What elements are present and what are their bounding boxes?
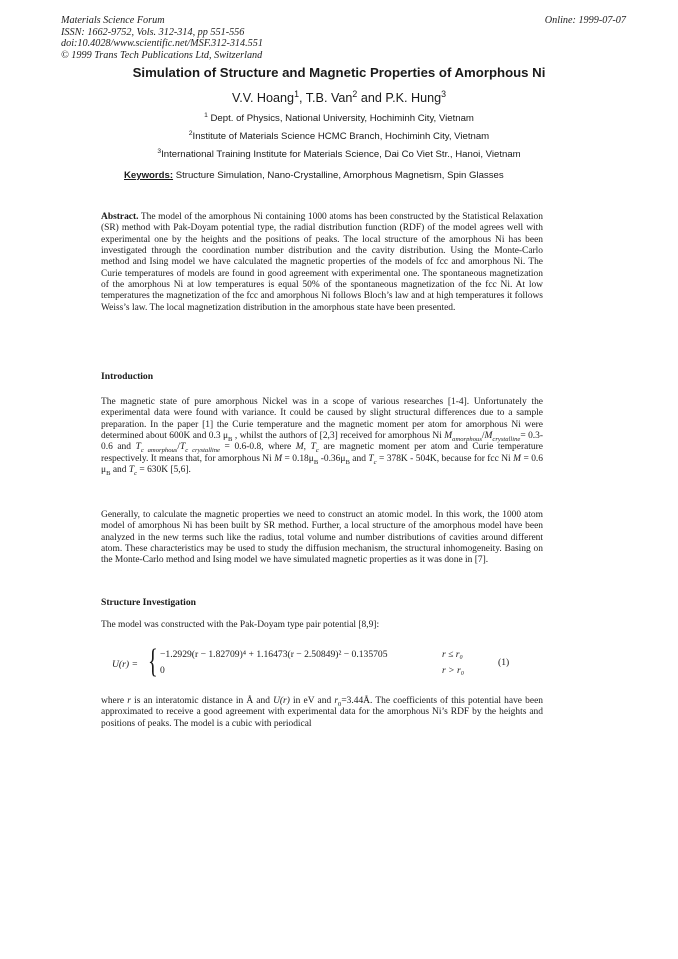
affiliation-number: 2	[188, 129, 193, 137]
structure-paragraph: The model was constructed with the Pak-Doyam type pair potential [8,9]:	[101, 620, 380, 630]
affiliation	[0, 113, 678, 124]
section-heading-structure: Structure Investigation	[101, 597, 196, 608]
author-separator: and	[357, 91, 386, 105]
keywords-label: Keywords:	[124, 170, 174, 181]
math-var: M	[444, 431, 453, 442]
journal-name: Materials Science Forum	[61, 15, 165, 26]
math-var: M	[295, 442, 304, 453]
equation-case-1: −1.2929(r − 1.82709)⁴ + 1.16473(r − 2.50849)² − 0.135705	[160, 649, 388, 660]
author-separator: ,	[298, 91, 306, 105]
affiliation-marker: 1	[294, 88, 299, 99]
math-var: U(r)	[273, 696, 290, 706]
symbol: /	[177, 442, 181, 453]
affiliation-number: 1	[204, 111, 208, 119]
paper-title: Simulation of Structure and Magnetic Properties of Amorphous Ni	[132, 65, 546, 80]
text-run: -0.36μ	[318, 453, 346, 464]
subscript: crystalline	[492, 435, 521, 443]
structure-paragraph	[101, 696, 543, 730]
abstract	[101, 212, 543, 314]
math-var: T	[135, 442, 141, 453]
subscript: c amorphous	[140, 447, 178, 455]
affiliation	[0, 131, 678, 142]
author-name: V.V. Hoang	[231, 91, 295, 105]
affiliation	[0, 149, 678, 160]
keywords	[124, 170, 504, 181]
author-name: P.K. Hung	[385, 91, 442, 105]
symbol: μ	[222, 431, 229, 442]
text-run: where	[101, 696, 128, 706]
subscript: c crystalline	[185, 447, 220, 455]
copyright-line: © 1999 Trans Tech Publications Ltd, Switzerland	[61, 49, 263, 61]
equation-1	[112, 643, 542, 683]
text-run: ,	[303, 442, 311, 453]
affiliation-text: International Training Institute for Materials Science, Dai Co Viet Str., Hanoi, Vietnam	[161, 149, 521, 160]
text-run: =3.44Å. The coefficients of this potential have been approximated to receive a good agreement with experimental data for the amorphous Ni’s RDF by the heights and positions of peaks. The model is a cubic with periodical	[101, 696, 543, 729]
affiliation-text: Dept. of Physics, National University, Hochiminh City, Vietnam	[210, 113, 474, 124]
text-run: = 0.3-0.6 and	[101, 431, 544, 453]
math-var: T	[180, 442, 186, 453]
text-run: = 378K - 504K, because for fcc Ni	[376, 453, 514, 464]
subscript: B	[106, 469, 111, 477]
abstract-label: Abstract.	[101, 212, 139, 222]
equation-condition-1: r ≤ r₀	[442, 649, 463, 660]
math-var: M	[513, 453, 521, 464]
subscript: c	[315, 447, 319, 455]
text-run: , whilst the authors of [2,3] received for amorphous Ni	[232, 431, 445, 442]
math-var: M	[484, 431, 493, 442]
text-run: = 0.18μ	[282, 453, 314, 464]
text-run: is an interatomic distance in Å and	[130, 696, 274, 706]
subscript: amorphous	[452, 435, 482, 443]
keywords-text: Structure Simulation, Nano-Crystalline, Amorphous Magnetism, Spin Glasses	[173, 170, 504, 181]
text-run: = 0.6 μ	[101, 453, 543, 476]
math-var: T	[310, 442, 316, 453]
subscript: B	[228, 435, 233, 443]
math-var: r	[127, 696, 131, 706]
symbol: /	[481, 431, 485, 442]
affiliation-marker: 2	[352, 88, 358, 99]
intro-paragraph	[101, 397, 543, 476]
subscript: B	[313, 458, 319, 466]
abstract-text: The model of the amorphous Ni containing 1000 atoms has been constructed by the Statistical Relaxation (SR) method with Pak-Doyam potential type, the radial distribution function (RDF) of the model agrees well with experimental one by the heights and the positions of peaks. The local structure of the amorphous Ni has been investigated through the coordination number distribution and the cavity distribution. Using the Monte-Carlo method and Ising model we have calculated the magnetic properties of the models of fcc and amorphous Ni. The Curie temperatures of models are found in good agreement with experimental one. The spontaneous magnetization of the amorphous Ni at low temperatures is equal 50% of the spontaneous magnetization of the fcc Ni. At low temperatures the magnetization of the fcc and amorphous Ni follows Bloch’s law and at high temperatures it follows Weiss’s law. The local magnetization distribution in the amorphous state have been presented.	[101, 212, 543, 313]
subscript: c	[134, 469, 138, 477]
text-run: = 0.6-0.8, where	[219, 442, 296, 453]
equation-case-2: 0	[160, 665, 165, 676]
math-var: r	[334, 696, 339, 706]
text-run: in eV and	[289, 696, 335, 706]
subscript: c	[373, 458, 377, 466]
text-run: and	[110, 465, 129, 476]
math-var: T	[368, 453, 374, 464]
issn-line: ISSN: 1662-9752, Vols. 312-314, pp 551-556	[61, 26, 245, 38]
affiliation-number: 3	[157, 147, 162, 155]
text-run: = 630K [5,6].	[137, 465, 191, 476]
affiliation-text: Institute of Materials Science HCMC Branch, Hochiminh City, Vietnam	[192, 131, 490, 142]
text-run: and	[349, 453, 369, 464]
author-list	[0, 88, 678, 105]
brace-symbol: {	[148, 643, 158, 680]
subscript: 0	[338, 700, 342, 708]
equation-number: (1)	[498, 657, 510, 668]
math-var: M	[274, 453, 283, 464]
equation-condition-2: r > r₀	[442, 665, 465, 676]
text-run: The magnetic state of pure amorphous Nickel was in a scope of various researches [1-4]. Unfortunately the experimental data were found with variance. It could be caused by slight structural differences due to a sample preparation. In the paper [1] the Curie temperature and the magnetic moment per atom for amorphous Ni were determined about 600K and 0.3	[101, 397, 543, 442]
section-heading-introduction: Introduction	[101, 371, 154, 382]
intro-paragraph: Generally, to calculate the magnetic properties we need to construct an atomic model. In this work, the 1000 atom model of amorphous Ni has been built by SR method. Further, a local structure of the amorphous model have been analyzed in the new terms such like the radius, total volume and number distributions of cavities around different atom. These characteristics may be used to study the diffusion mechanism, the structural inhomogeneity. Basing on the Monte-Carlo method and Ising model we have simulated magnetic properties as it was done in [7].	[101, 510, 543, 566]
journal-header	[61, 15, 263, 61]
doi-line: doi:10.4028/www.scientific.net/MSF.312-314.551	[61, 38, 263, 49]
equation-lhs: U(r) =	[112, 659, 138, 670]
online-date: Online: 1999-07-07	[544, 15, 626, 26]
math-var: T	[128, 465, 135, 476]
affiliation-marker: 3	[441, 88, 447, 99]
author-name: T.B. Van	[305, 91, 353, 105]
text-run: are magnetic moment per atom and Curie temperature respectively. It means that, for amorphous Ni	[101, 442, 543, 464]
subscript: B	[345, 458, 350, 466]
